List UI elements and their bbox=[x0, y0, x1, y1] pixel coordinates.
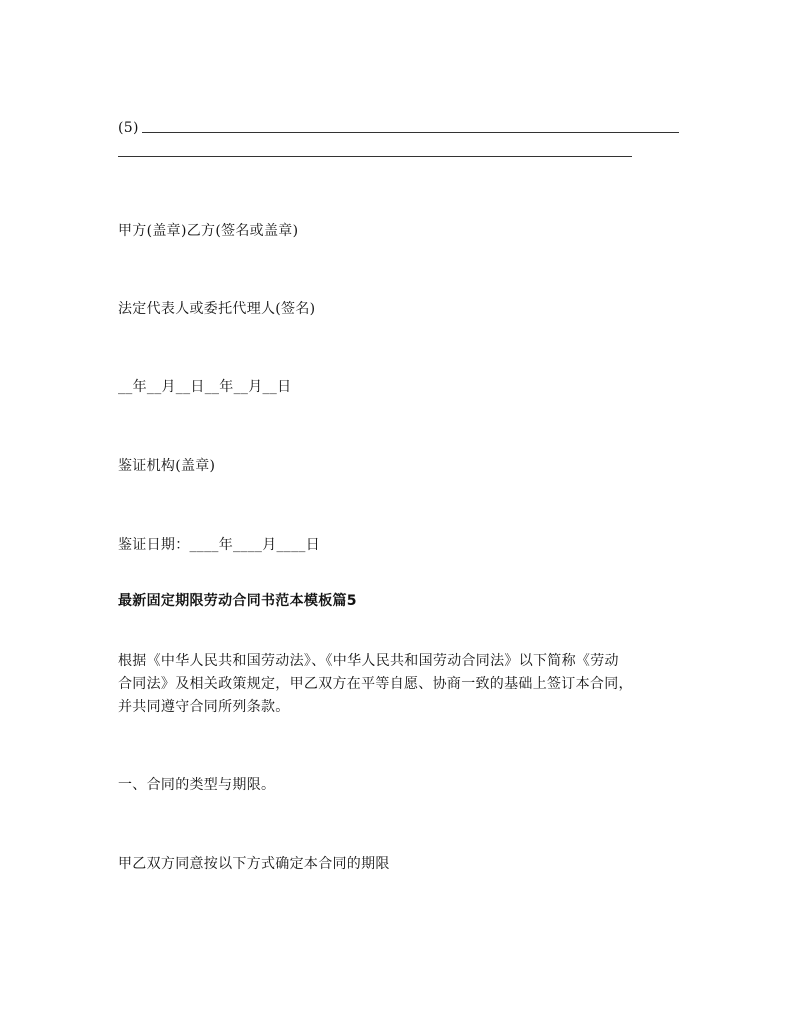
intro-paragraph-line-1: 根据《中华人民共和国劳动法》、《中华人民共和国劳动合同法》以下简称《劳动 bbox=[118, 653, 619, 669]
signing-date-line: __年__月__日__年__月__日 bbox=[118, 379, 292, 395]
section-heading: 最新固定期限劳动合同书范本模板篇5 bbox=[118, 593, 357, 609]
item-5-label: (5) bbox=[118, 120, 139, 136]
clause-1-text: 甲乙双方同意按以下方式确定本合同的期限 bbox=[118, 856, 390, 872]
blank-fill-line-1 bbox=[142, 132, 679, 133]
representative-signature-line: 法定代表人或委托代理人(签名) bbox=[118, 301, 316, 317]
verification-date-line: 鉴证日期：____年____月____日 bbox=[118, 537, 320, 553]
clause-1-title: 一、合同的类型与期限。 bbox=[118, 777, 276, 793]
intro-paragraph-line-2: 合同法》及相关政策规定，甲乙双方在平等自愿、协商一致的基础上签订本合同， bbox=[118, 676, 633, 692]
blank-fill-line-2 bbox=[118, 156, 632, 157]
signature-parties-line: 甲方(盖章)乙方(签名或盖章) bbox=[118, 223, 299, 239]
intro-paragraph-line-3: 并共同遵守合同所列条款。 bbox=[118, 699, 290, 715]
verification-organization-line: 鉴证机构(盖章) bbox=[118, 458, 216, 474]
